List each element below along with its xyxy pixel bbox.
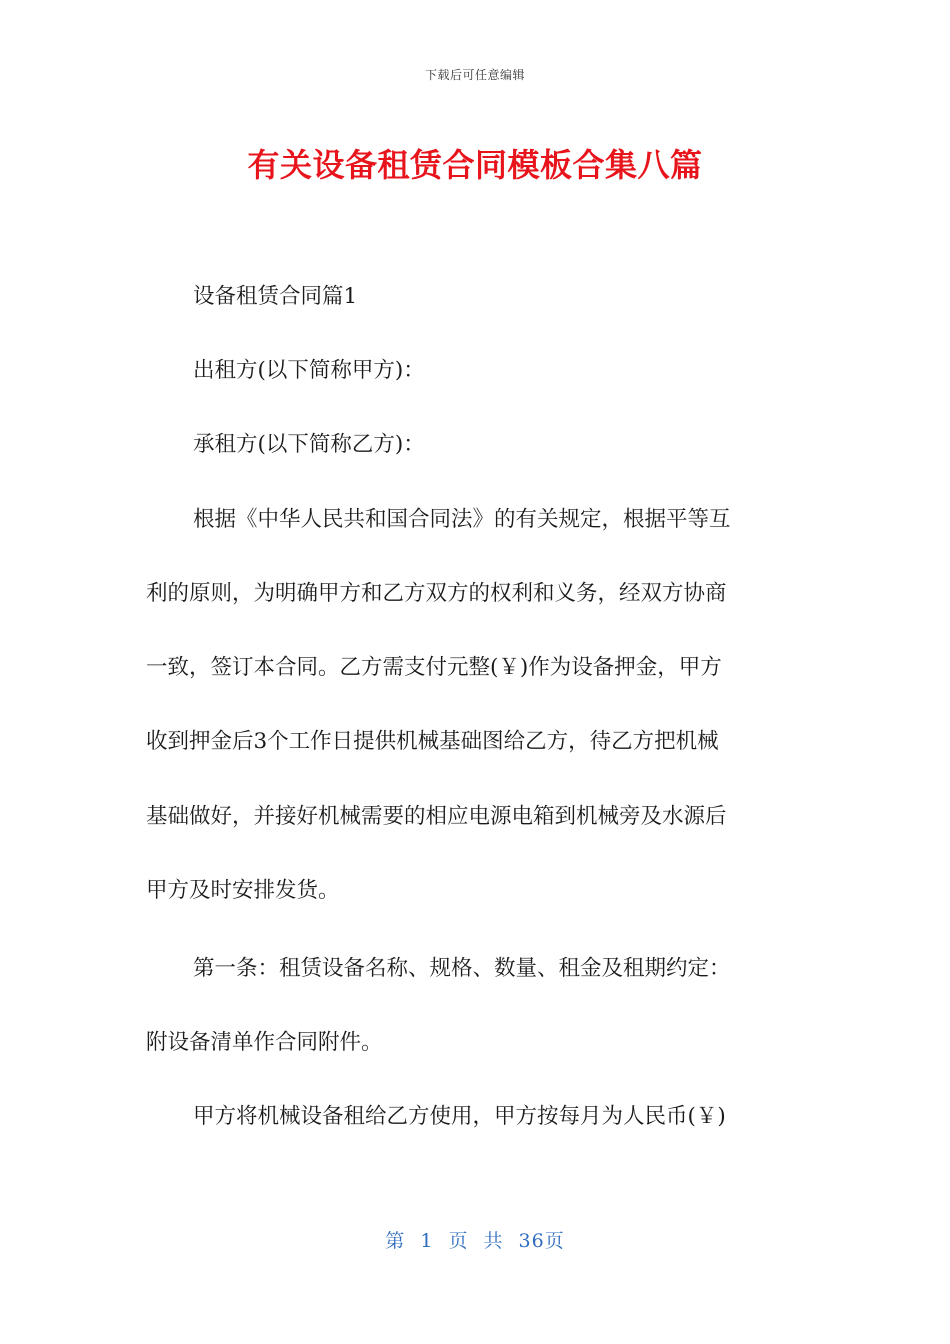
paragraph-line: 承租方(以下简称乙方)：	[193, 432, 425, 457]
header-note: 下载后可任意编辑	[424, 68, 525, 82]
paragraph-line: 设备租赁合同篇1	[193, 284, 358, 309]
paragraph-line: 收到押金后3个工作日提供机械基础图给乙方，待乙方把机械	[146, 729, 719, 754]
paragraph-line: 一致，签订本合同。乙方需支付元整(￥)作为设备押金，甲方	[146, 655, 722, 680]
document-title: 有关设备租赁合同模板合集八篇	[247, 146, 703, 184]
paragraph-line: 附设备清单作合同附件。	[146, 1030, 383, 1055]
paragraph-line: 利的原则，为明确甲方和乙方双方的权利和义务，经双方协商	[146, 581, 727, 606]
paragraph-line: 第一条：租赁设备名称、规格、数量、租金及租期约定：	[193, 956, 731, 981]
paragraph-line: 甲方将机械设备租给乙方使用，甲方按每月为人民币(￥)	[193, 1104, 726, 1129]
paragraph-line: 根据《中华人民共和国合同法》的有关规定，根据平等互	[193, 507, 731, 532]
paragraph-line: 出租方(以下简称甲方)：	[193, 358, 425, 383]
paragraph-line: 甲方及时安排发货。	[146, 878, 340, 903]
page-footer: 第 1 页 共 36页	[385, 1230, 565, 1252]
paragraph-line: 基础做好，并接好机械需要的相应电源电箱到机械旁及水源后	[146, 804, 727, 829]
